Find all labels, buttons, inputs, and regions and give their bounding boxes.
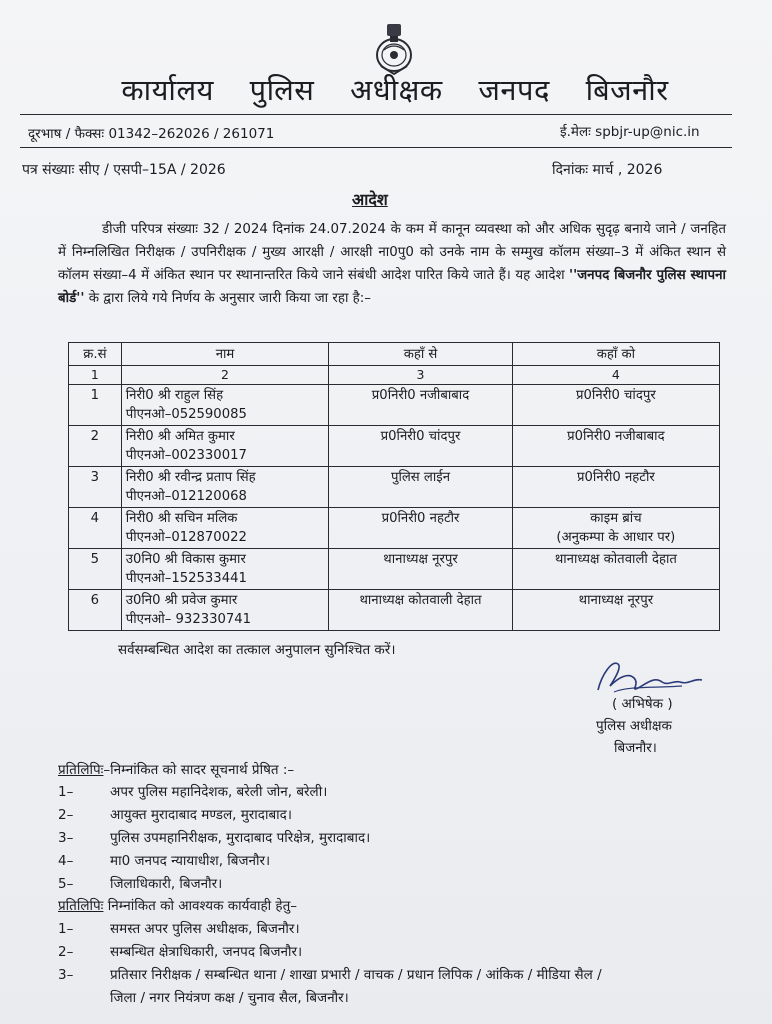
list-item: 1– अपर पुलिस महानिदेशक, बरेली जोन, बरेली। <box>58 784 328 800</box>
from-cell: प्र0निरी0 नहटौर <box>329 508 513 549</box>
signatory-place: बिजनौर। <box>614 740 657 756</box>
header-name: नाम <box>121 343 329 366</box>
letter-number: पत्र संख्याः सीए / एसपी–15A / 2026 <box>22 162 226 178</box>
list-item: 4– मा0 जनपद न्यायाधीश, बिजनौर। <box>58 853 271 869</box>
serial-cell: 5 <box>69 549 122 590</box>
table-row <box>69 508 720 549</box>
name-cell: निरी0 श्री रवीन्द्र प्रताप सिंह पीएनओ–012120068 <box>121 467 329 508</box>
order-paragraph: डीजी परिपत्र संख्याः 32 / 2024 दिनांक 24.07.2024 के कम में कानून व्यवस्था को और अधिक सुदृढ़ बनाये जाने / जनहित में निम्नलिखित निरीक्षक / उपनिरीक्षक / मुख्य आरक्षी / आरक्षी ना0पु0 को उनके नाम के सम्मुख कॉलम संख्या–3 में अंकित स्थान से कॉलम संख्या–4 में अंकित स्थान पर स्थानान्तरित किये जाने संबंधी आदेश पारित किये जाते हैं। यह आदेश ''जनपद बिजनौर पुलिस स्थापना बोर्ड'' के द्वारा लिये गये निर्णय के अनुसार जारी किया जा रहा है:– <box>58 222 726 306</box>
serial-cell: 6 <box>69 590 122 631</box>
list-item: 2– सम्बन्धित क्षेत्राधिकारी, जनपद बिजनौर। <box>58 944 303 960</box>
to-cell: थानाध्यक्ष कोतवाली देहात <box>512 549 719 590</box>
list-item: 3– प्रतिसार निरीक्षक / सम्बन्धित थाना / शाखा प्रभारी / वाचक / प्रधान लिपिक / आंकिक / मीडिया सैल / <box>58 967 602 983</box>
to-cell: काइम ब्रांच (अनुकम्पा के आधार पर) <box>512 508 719 549</box>
header-divider <box>20 114 732 115</box>
name-cell: निरी0 श्री अमित कुमार पीएनओ–002330017 <box>121 426 329 467</box>
col-number: 1 <box>69 366 122 385</box>
table-row <box>69 467 720 508</box>
copy-info-heading: प्रतिलिपिः–निम्नांकित को सादर सूचनार्थ प्रेषित :– <box>58 762 295 778</box>
header-to: कहॉं को <box>512 343 719 366</box>
table-row <box>69 590 720 631</box>
col-number: 2 <box>121 366 329 385</box>
transfer-table <box>68 342 720 631</box>
name-cell: उ0नि0 श्री प्रवेज कुमार पीएनओ– 932330741 <box>121 590 329 631</box>
to-cell: थानाध्यक्ष नूरपुर <box>512 590 719 631</box>
serial-cell: 1 <box>69 385 122 426</box>
serial-cell: 2 <box>69 426 122 467</box>
name-cell: निरी0 श्री सचिन मलिक पीएनओ–012870022 <box>121 508 329 549</box>
to-cell: प्र0निरी0 नहटौर <box>512 467 719 508</box>
order-heading: आदेश <box>352 190 388 209</box>
list-item: 2– आयुक्त मुरादाबाद मण्डल, मुरादाबाद। <box>58 807 292 823</box>
phone-fax: दूरभाष / फैक्सः 01342–262026 / 261071 <box>28 126 275 142</box>
serial-cell: 4 <box>69 508 122 549</box>
from-cell: प्र0निरी0 चांदपुर <box>329 426 513 467</box>
signatory-name: ( अभिषेक ) <box>612 696 673 712</box>
email-address: ई.मेलः spbjr-up@nic.in <box>560 124 700 140</box>
header-divider-2 <box>20 147 732 148</box>
from-cell: थानाध्यक्ष नूरपुर <box>329 549 513 590</box>
name-cell: निरी0 श्री राहुल सिंह पीएनओ–052590085 <box>121 385 329 426</box>
copy-action-heading: प्रतिलिपिः निम्नांकित को आवश्यक कार्यवाही हेतु– <box>58 898 298 914</box>
header-serial: क्र.सं <box>69 343 122 366</box>
list-item: 3– पुलिस उपमहानिरीक्षक, मुरादाबाद परिक्षेत्र, मुरादाबाद। <box>58 830 371 846</box>
from-cell: पुलिस लाईन <box>329 467 513 508</box>
table-row <box>69 426 720 467</box>
name-cell: उ0नि0 श्री विकास कुमार पीएनओ–152533441 <box>121 549 329 590</box>
table-row <box>69 549 720 590</box>
compliance-note: सर्वसम्बन्धित आदेश का तत्काल अनुपालन सुनिश्चित करें। <box>118 642 396 658</box>
letter-date: दिनांकः मार्च , 2026 <box>552 162 663 178</box>
col-number: 3 <box>329 366 513 385</box>
from-cell: थानाध्यक्ष कोतवाली देहात <box>329 590 513 631</box>
serial-cell: 3 <box>69 467 122 508</box>
header-from: कहॉं से <box>329 343 513 366</box>
col-number: 4 <box>512 366 719 385</box>
list-item-continuation: जिला / नगर नियंत्रण कक्ष / चुनाव सैल, बिजनौर। <box>110 990 349 1006</box>
from-cell: प्र0निरी0 नजीबाबाद <box>329 385 513 426</box>
list-item: 5– जिलाधिकारी, बिजनौर। <box>58 876 223 892</box>
list-item: 1– समस्त अपर पुलिस अधीक्षक, बिजनौर। <box>58 921 300 937</box>
office-title: कार्यालय पुलिस अधीक्षक जनपद बिजनौर <box>121 73 669 107</box>
to-cell: प्र0निरी0 नजीबाबाद <box>512 426 719 467</box>
board-name: ''जनपद बिजनौर पुलिस स्थापना बोर्ड'' <box>58 268 726 306</box>
signatory-title: पुलिस अधीक्षक <box>596 718 672 734</box>
to-cell: प्र0निरी0 चांदपुर <box>512 385 719 426</box>
column-number-row <box>69 366 720 385</box>
table-header-row <box>69 343 720 366</box>
table-row <box>69 385 720 426</box>
